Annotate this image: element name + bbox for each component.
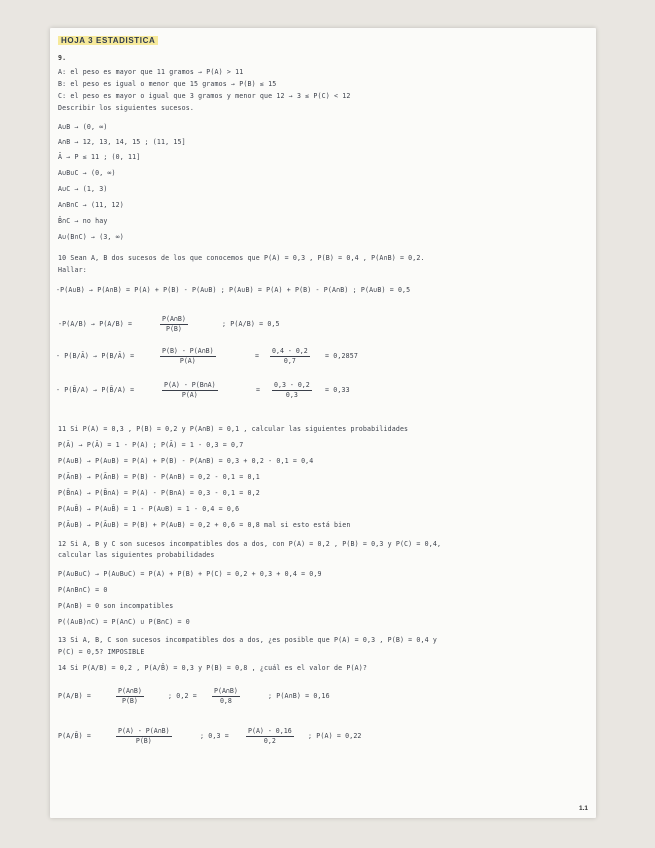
- text-line: P(B̄∩A) → P(B̄∩A) = P(A) - P(B∩A) = 0,3 - 0,1 = 0,2: [58, 489, 260, 497]
- fraction: [160, 347, 216, 366]
- fraction-denominator: P(B): [165, 325, 182, 333]
- fraction-denominator: P(B̄): [135, 737, 152, 745]
- text-line: Describir los siguientes sucesos.: [58, 104, 194, 112]
- text-line: A∩B∩C → (11, 12): [58, 201, 124, 209]
- fraction-numerator: 0,3 - 0,2: [274, 381, 310, 389]
- text-line: ; P(A∩B) = 0,16: [268, 692, 330, 700]
- text-line: P(C) = 0,5? IMPOSIBLE: [58, 648, 145, 656]
- text-line: calcular las siguientes probabilidades: [58, 551, 215, 559]
- text-line: B̄∩C → no hay: [58, 217, 108, 225]
- text-line: A∩B → 12, 13, 14, 15 ; (11, 15]: [58, 138, 186, 146]
- text-line: = 0,2857: [325, 352, 358, 360]
- fraction: [116, 687, 144, 706]
- fraction-numerator: P(A∩B): [162, 315, 186, 323]
- text-line: -P(A∪B) → P(A∩B) = P(A) + P(B) - P(A∪B) ; P(A∪B) = P(A) + P(B) - P(A∩B) ; P(A∪B) = 0,5: [56, 286, 411, 294]
- fraction: [162, 381, 218, 400]
- text-line: -P(A/B) → P(A/B) =: [58, 320, 133, 328]
- fraction-numerator: 0,4 - 0,2: [272, 347, 308, 355]
- text-line: P(A∪B∪C) → P(A∪B∪C) = P(A) + P(B) + P(C) = 0,2 + 0,3 + 0,4 = 0,9: [58, 570, 322, 578]
- text-line: ; P(A/B) = 0,5: [222, 320, 280, 328]
- exercise-14-statement: 14 Si P(A/B) = 0,2 , P(A/B̄) = 0,3 y P(B) = 0,8 , ¿cuál es el valor de P(A)?: [58, 664, 367, 672]
- fraction-denominator: 0,3: [285, 391, 298, 399]
- text-line: P(Ā) → P(Ā) = 1 - P(A) ; P(Ā) = 1 - 0,3 = 0,7: [58, 441, 244, 449]
- text-line: Hallar:: [58, 266, 87, 274]
- text-line: Ā → P ≤ 11 ; (0, 11]: [58, 153, 141, 161]
- exercise-11-statement: 11 Si P(A) = 0,3 , P(B) = 0,2 y P(A∩B) = 0,1 , calcular las siguientes probabilidades: [58, 425, 409, 433]
- text-line: ; 0,3 =: [200, 732, 229, 740]
- fraction: [272, 381, 312, 400]
- fraction-numerator: P(B) - P(A∩B): [162, 347, 214, 355]
- fraction: [270, 347, 310, 366]
- text-line: ; 0,2 =: [168, 692, 197, 700]
- text-line: A∪B → (0, ∞): [58, 123, 108, 131]
- text-line: P(A∩B) = 0 son incompatibles: [58, 602, 174, 610]
- text-line: - P(B/Ā) → P(B/Ā) =: [56, 352, 135, 360]
- text-line: P(Ā∩B) → P(Ā∩B) = P(B) - P(A∩B) = 0,2 - 0,1 = 0,1: [58, 473, 260, 481]
- fraction: [160, 315, 188, 334]
- text-line: A∪(B∩C) → (3, ∞): [58, 233, 124, 241]
- exercise-9-number: 9.: [58, 54, 67, 62]
- text-line: P(A/B) =: [58, 692, 91, 700]
- fraction-numerator: P(A∩B): [214, 687, 238, 695]
- text-line: P(A∪B) → P(A∪B) = P(A) + P(B) - P(A∩B) = 0,3 + 0,2 - 0,1 = 0,4: [58, 457, 314, 465]
- text-line: ; P(A) = 0,22: [308, 732, 362, 740]
- text-line: P(A∪B̄) → P(A∪B̄) = 1 - P(A∪B) = 1 - 0,4 = 0,6: [58, 505, 240, 513]
- text-line: P(Ā∪B) → P(Ā∪B) = P(B) + P(A∪B) = 0,2 + 0,6 = 0,8 mal si esto está bien: [58, 521, 351, 529]
- text-line: P(A/B̄) =: [58, 732, 91, 740]
- text-line: P(A∩B∩C) = 0: [58, 586, 108, 594]
- text-line: A∪C → (1, 3): [58, 185, 108, 193]
- page-number: 1.1: [578, 805, 588, 812]
- fraction: [116, 727, 172, 746]
- text-line: - P(B̄/A) → P(B̄/A) =: [56, 386, 135, 394]
- fraction-numerator: P(A∩B): [118, 687, 142, 695]
- fraction: [246, 727, 294, 746]
- fraction-denominator: 0,7: [283, 357, 296, 365]
- exercise-13-statement: 13 Si A, B, C son sucesos incompatibles dos a dos, ¿es posible que P(A) = 0,3 , P(B) = 0,4 y: [58, 636, 438, 644]
- exercise-12-statement: 12 Si A, B y C son sucesos incompatibles dos a dos, con P(A) = 0,2 , P(B) = 0,3 y P(C) = 0,4,: [58, 540, 442, 548]
- text-line: C: el peso es mayor o igual que 3 gramos y menor que 12 → 3 ≤ P(C) < 12: [58, 92, 351, 100]
- page-title: HOJA 3 ESTADISTICA: [58, 36, 158, 45]
- text-line: A∪B∪C → (0, ∞): [58, 169, 116, 177]
- notebook-page: [50, 28, 596, 818]
- text-line: =: [256, 386, 261, 394]
- exercise-10-statement: 10 Sean A, B dos sucesos de los que conocemos que P(A) = 0,3 , P(B) = 0,4 , P(A∩B) = 0,2.: [58, 254, 425, 262]
- fraction-denominator: P(B): [121, 697, 138, 705]
- fraction-denominator: P(Ā): [179, 357, 196, 365]
- text-line: =: [255, 352, 260, 360]
- fraction-numerator: P(A) - P(B∩A): [164, 381, 216, 389]
- text-line: = 0,33: [325, 386, 350, 394]
- text-line: A: el peso es mayor que 11 gramos → P(A) > 11: [58, 68, 244, 76]
- fraction-numerator: P(A) - P(A∩B): [118, 727, 170, 735]
- text-line: B: el peso es igual o menor que 15 gramos → P(B) ≤ 15: [58, 80, 277, 88]
- text-line: P((A∪B)∩C) = P(A∩C) ∪ P(B∩C) = 0: [58, 618, 190, 626]
- fraction: [212, 687, 240, 706]
- fraction-denominator: 0,8: [219, 697, 232, 705]
- fraction-denominator: P(A): [181, 391, 198, 399]
- fraction-denominator: 0,2: [263, 737, 276, 745]
- fraction-numerator: P(A) - 0,16: [248, 727, 292, 735]
